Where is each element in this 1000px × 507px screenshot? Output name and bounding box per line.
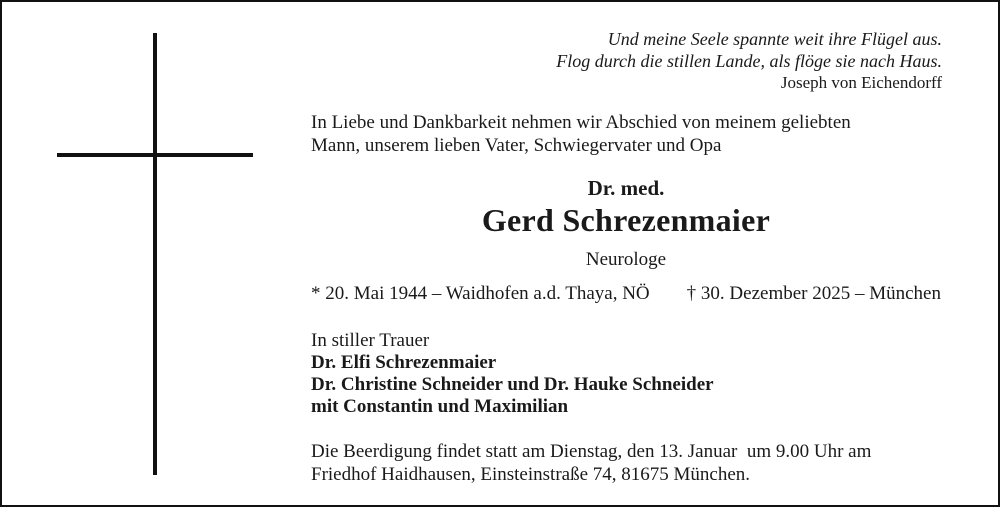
deceased-title: Dr. med. xyxy=(587,176,665,200)
death-date: † 30. Dezember 2025 – München xyxy=(686,283,941,304)
cross-horizontal-bar xyxy=(57,153,253,157)
intro-text xyxy=(311,111,941,157)
intro-line: In Liebe und Dankbarkeit nehmen wir Abschied von meinem geliebten xyxy=(311,112,851,133)
deceased-name: Gerd Schrezenmaier xyxy=(481,202,771,238)
poem-quote xyxy=(556,28,942,94)
quote-line: Und meine Seele spannte weit ihre Flügel aus. xyxy=(607,29,942,49)
life-dates xyxy=(311,283,941,305)
quote-line: Flog durch die stillen Lande, als flöge sie nach Haus. xyxy=(556,51,942,71)
funeral-line: Die Beerdigung findet statt am Dienstag, den 13. Januar um 9.00 Uhr am xyxy=(311,441,872,462)
mourners-heading: In stiller Trauer xyxy=(311,330,430,351)
mourner-name: mit Constantin und Maximilian xyxy=(311,396,569,417)
deceased-profession: Neurologe xyxy=(585,249,667,270)
quote-author: Joseph von Eichendorff xyxy=(780,73,942,92)
birth-date: * 20. Mai 1944 – Waidhofen a.d. Thaya, NÖ xyxy=(311,283,650,304)
cross-vertical-bar xyxy=(153,33,157,475)
mourner-name: Dr. Elfi Schrezenmaier xyxy=(311,352,497,373)
mourners xyxy=(311,330,714,418)
funeral-line: Friedhof Haidhausen, Einsteinstraße 74, 81675 München. xyxy=(311,464,751,485)
mourner-name: Dr. Christine Schneider und Dr. Hauke Schneider xyxy=(311,374,714,395)
funeral-info xyxy=(311,440,871,486)
intro-line: Mann, unserem lieben Vater, Schwiegervater und Opa xyxy=(311,135,722,156)
